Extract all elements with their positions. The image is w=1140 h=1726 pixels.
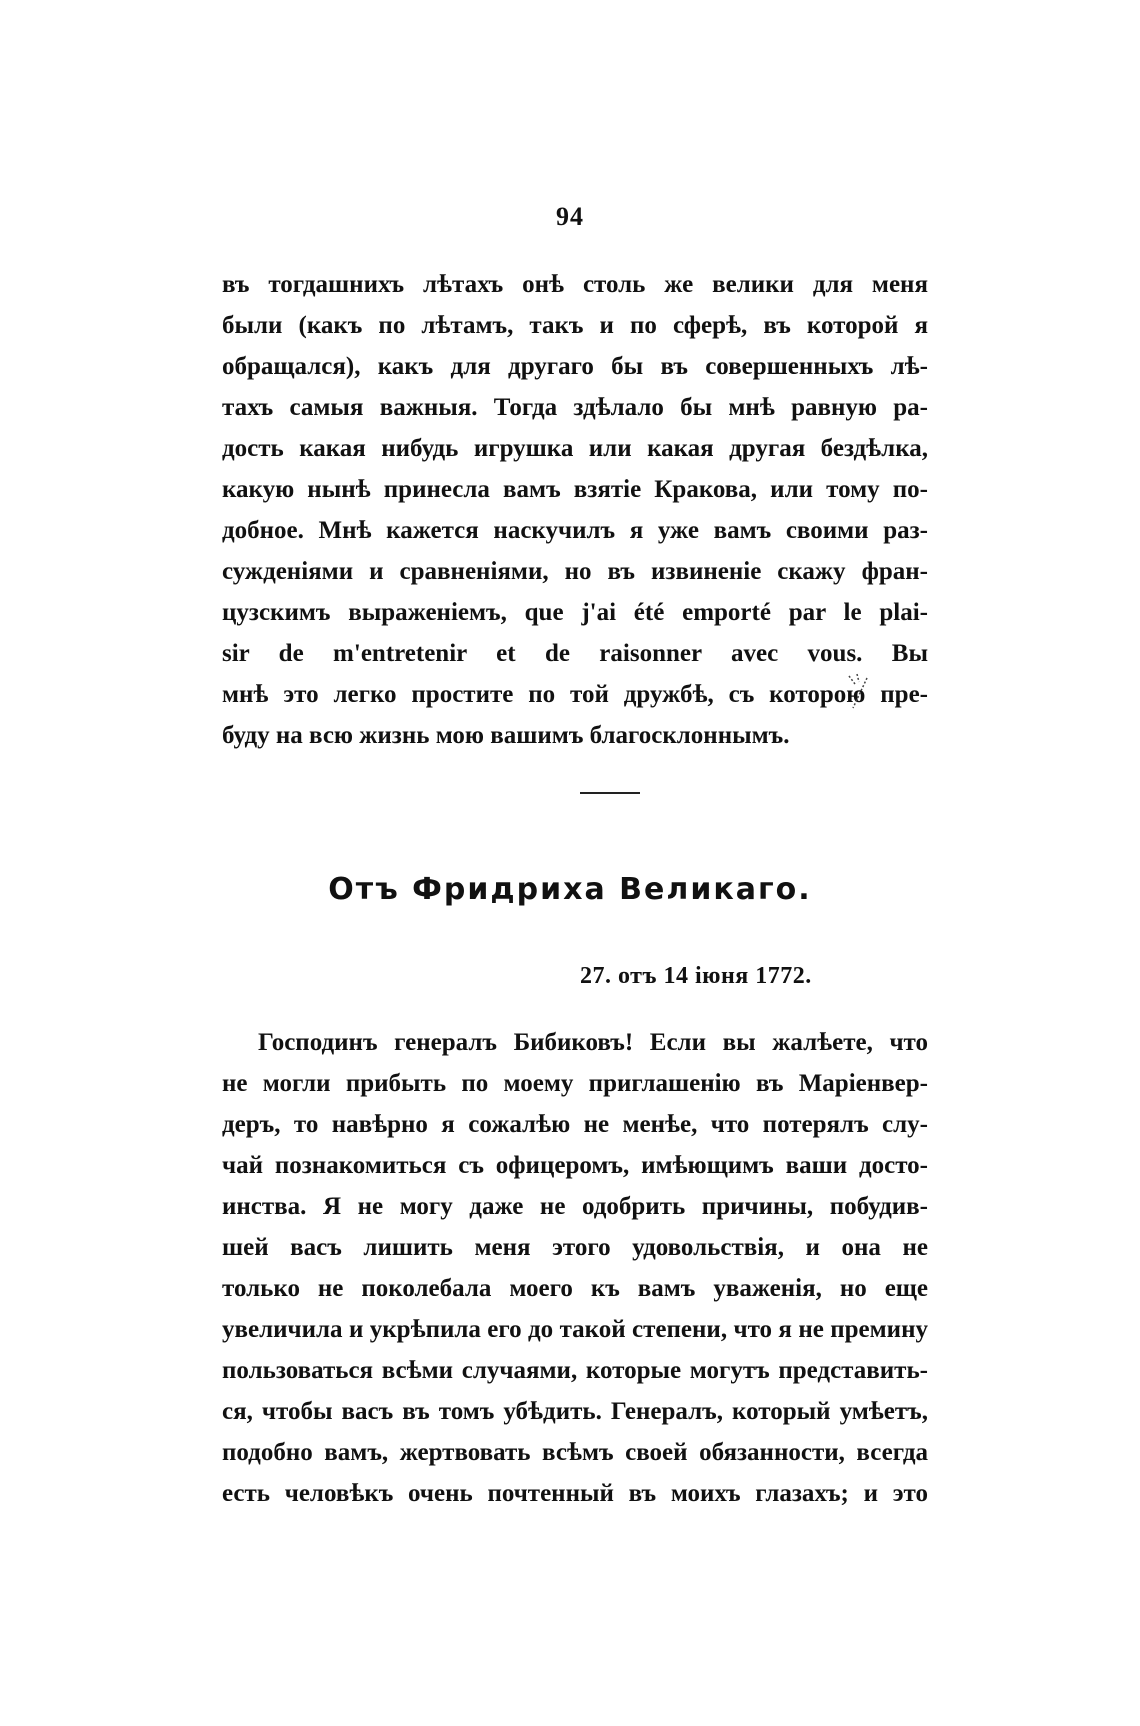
text-line: чай познакомиться съ офицеромъ, имѣющимъ ваши досто- xyxy=(222,1152,928,1179)
page-number: 94 xyxy=(556,202,584,231)
text-line: цузскимъ выраженіемъ, que j'ai été emporté par le plai- xyxy=(222,599,928,626)
text-line: подобно вамъ, жертвовать всѣмъ своей обязанности, всегда xyxy=(222,1439,928,1466)
letter-dateline: 27. отъ 14 іюня 1772. xyxy=(580,963,812,989)
text-line: увеличила и укрѣпила его до такой степени, что я не премину xyxy=(222,1316,928,1343)
text-line: не могли прибыть по моему приглашенію въ Маріенвер- xyxy=(222,1070,928,1097)
text-line: какую нынѣ принесла вамъ взятіе Кракова, или тому по- xyxy=(222,476,928,503)
text-line: ся, чтобы васъ въ томъ убѣдить. Генералъ, который умѣетъ, xyxy=(222,1398,928,1425)
section-divider xyxy=(580,792,640,794)
text-line: тахъ самыя важныя. Тогда здѣлало бы мнѣ равную ра- xyxy=(222,394,928,421)
text-line: обращался), какъ для другаго бы въ совершенныхъ лѣ- xyxy=(222,353,928,380)
text-line: пользоваться всѣми случаями, которые могутъ представить- xyxy=(222,1357,928,1384)
letter-continuation-paragraph xyxy=(222,264,928,756)
text-line: были (какъ по лѣтамъ, такъ и по сферѣ, въ которой я xyxy=(222,312,928,339)
text-line: шей васъ лишить меня этого удовольствія, и она не xyxy=(222,1234,928,1261)
text-line: sir de m'entretenir et de raisonner avec vous. Вы xyxy=(222,640,928,667)
ink-mark xyxy=(845,672,879,712)
text-line: дость какая нибудь игрушка или какая другая бездѣлка, xyxy=(222,435,928,462)
text-line: есть человѣкъ очень почтенный въ моихъ глазахъ; и это xyxy=(222,1480,928,1507)
text-line: добное. Мнѣ кажется наскучилъ я уже вамъ своими раз- xyxy=(222,517,928,544)
text-line: Господинъ генералъ Бибиковъ! Если вы жалѣете, что xyxy=(258,1029,928,1056)
text-line: деръ, то навѣрно я сожалѣю не менѣе, что потерялъ слу- xyxy=(222,1111,928,1138)
text-line: инства. Я не могу даже не одобрить причины, побудив- xyxy=(222,1193,928,1220)
letter-body-paragraph xyxy=(222,1022,928,1514)
text-line: только не поколебала моего къ вамъ уваженія, но еще xyxy=(222,1275,928,1302)
section-heading: Отъ Фридриха Великаго. xyxy=(328,872,812,907)
text-line: буду на всю жизнь мою вашимъ благосклоннымъ. xyxy=(222,722,790,749)
text-line: сужденіями и сравненіями, но въ извиненіе скажу фран- xyxy=(222,558,928,585)
text-line: въ тогдашнихъ лѣтахъ онѣ столь же велики для меня xyxy=(222,271,928,298)
text-line: мнѣ это легко простите по той дружбѣ, съ которою пре- xyxy=(222,681,928,708)
